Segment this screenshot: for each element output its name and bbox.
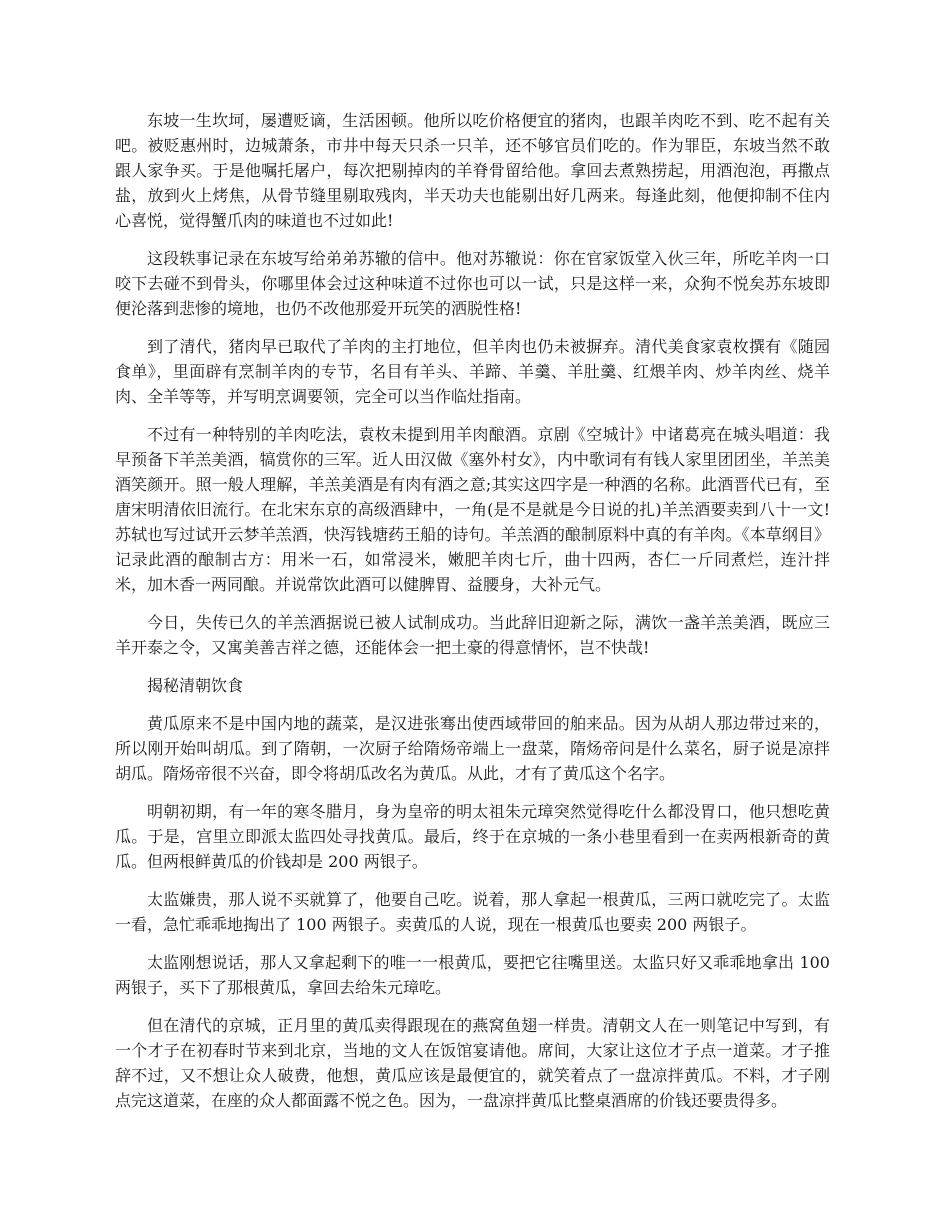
- document-body: [115, 108, 830, 1126]
- paragraph-eunuch-buys-last: 太监刚想说话，那人又拿起剩下的唯一一根黄瓜，要把它往嘴里送。太监只好又乖乖地拿出 100 两银子，买下了那根黄瓜，拿回去给朱元璋吃。: [115, 953, 830, 997]
- paragraph-letter-to-suzhe: 这段轶事记录在东坡写给弟弟苏辙的信中。他对苏辙说：你在官家饭堂入伙三年，所吃羊肉一口咬下去碰不到骨头，你哪里体会过这种味道不过你也可以一试，只是这样一来，众狗不悦矣苏东坡即便沦落到悲惨的境地，也仍不改他那爱开玩笑的洒脱性格!: [115, 249, 830, 318]
- paragraph-qing-cucumber-price: 但在清代的京城，正月里的黄瓜卖得跟现在的燕窝鱼翅一样贵。清朝文人在一则笔记中写到，有一个才子在初春时节来到北京，当地的文人在饭馆宴请他。席间，大家让这位才子点一道菜。才子推辞不过，又不想让众人破费，他想，黄瓜应该是最便宜的，就笑着点了一盘凉拌黄瓜。不料，才子刚点完这道菜，在座的众人都面露不悦之色。因为，一盘凉拌黄瓜比整桌酒席的价钱还要贵得多。: [115, 1016, 830, 1110]
- section-heading: 揭秘清朝饮食: [147, 676, 244, 695]
- paragraph-qing-dynasty-lamb: 到了清代，猪肉早已取代了羊肉的主打地位，但羊肉也仍未被摒弃。清代美食家袁枚撰有《随园食单》，里面辟有烹制羊肉的专节，名目有羊头、羊蹄、羊羹、羊肚羹、红煨羊肉、炒羊肉丝、烧羊肉、全羊等等，并写明烹调要领，完全可以当作临灶指南。: [115, 337, 830, 406]
- paragraph-lamb-wine: 不过有一种特别的羊肉吃法，袁枚未提到用羊肉酿酒。京剧《空城计》中诸葛亮在城头唱道：我早预备下羊羔美酒，犒赏你的三军。近人田汉做《塞外村女》，内中歌词有有钱人家里团团坐，羊羔美酒笑颜开。照一般人理解，羊羔美酒是有肉有酒之意;其实这四字是一种酒的名称。此酒晋代已有，至唐宋明清依旧流行。在北宋东京的高级酒肆中，一角(是不是就是今日说的扎)羊羔酒要卖到八十一文!苏轼也写过试开云梦羊羔酒，快泻钱塘药王船的诗句。羊羔酒的酿制原料中真的有羊肉。《本草纲目》记录此酒的酿制古方：用米一石，如常浸米，嫩肥羊肉七斤，曲十四两，杏仁一斤同煮烂，连汁拌米，加木香一两同酿。并说常饮此酒可以健脾胃、益腰身，大补元气。: [115, 425, 830, 594]
- paragraph-ming-cucumber: 明朝初期，有一年的寒冬腊月，身为皇帝的明太祖朱元璋突然觉得吃什么都没胃口，他只想吃黄瓜。于是，宫里立即派太监四处寻找黄瓜。最后，终于在京城的一条小巷里看到一在卖两根新奇的黄瓜。但两根鲜黄瓜的价钱却是 200 两银子。: [115, 802, 830, 871]
- paragraph-sudongpo-lamb-bone: 东坡一生坎坷，屡遭贬谪，生活困顿。他所以吃价格便宜的猪肉，也跟羊肉吃不到、吃不起有关吧。被贬惠州时，边城萧条，市井中每天只杀一只羊，还不够官员们吃的。作为罪臣，东坡当然不敢跟人家争买。于是他嘱托屠户，每次把剔掉肉的羊脊骨留给他。拿回去煮熟捞起，用酒泡泡，再撒点盐，放到火上烤焦，从骨节缝里剔取残肉，半天功夫也能剔出好几两来。每逢此刻，他便抑制不住内心喜悦，觉得蟹爪肉的味道也不过如此!: [115, 111, 830, 230]
- paragraph-cucumber-origin: 黄瓜原来不是中国内地的蔬菜，是汉进张骞出使西域带回的舶来品。因为从胡人那边带过来的，所以刚开始叫胡瓜。到了隋朝，一次厨子给隋炀帝端上一盘菜，隋炀帝问是什么菜名，厨子说是凉拌胡瓜。隋炀帝很不兴奋，即令将胡瓜改名为黄瓜。从此，才有了黄瓜这个名字。: [115, 714, 830, 783]
- paragraph-lamb-wine-today: 今日，失传已久的羊羔酒据说已被人试制成功。当此辞旧迎新之际，满饮一盏羊羔美酒，既应三羊开泰之令，又寓美善吉祥之德，还能体会一把土豪的得意情怀，岂不快哉!: [115, 613, 830, 657]
- paragraph-eunuch-bargain: 太监嫌贵，那人说不买就算了，他要自己吃。说着，那人拿起一根黄瓜，三两口就吃完了。太监一看，急忙乖乖地掏出了 100 两银子。卖黄瓜的人说，现在一根黄瓜也要卖 200 两银子。: [115, 890, 830, 934]
